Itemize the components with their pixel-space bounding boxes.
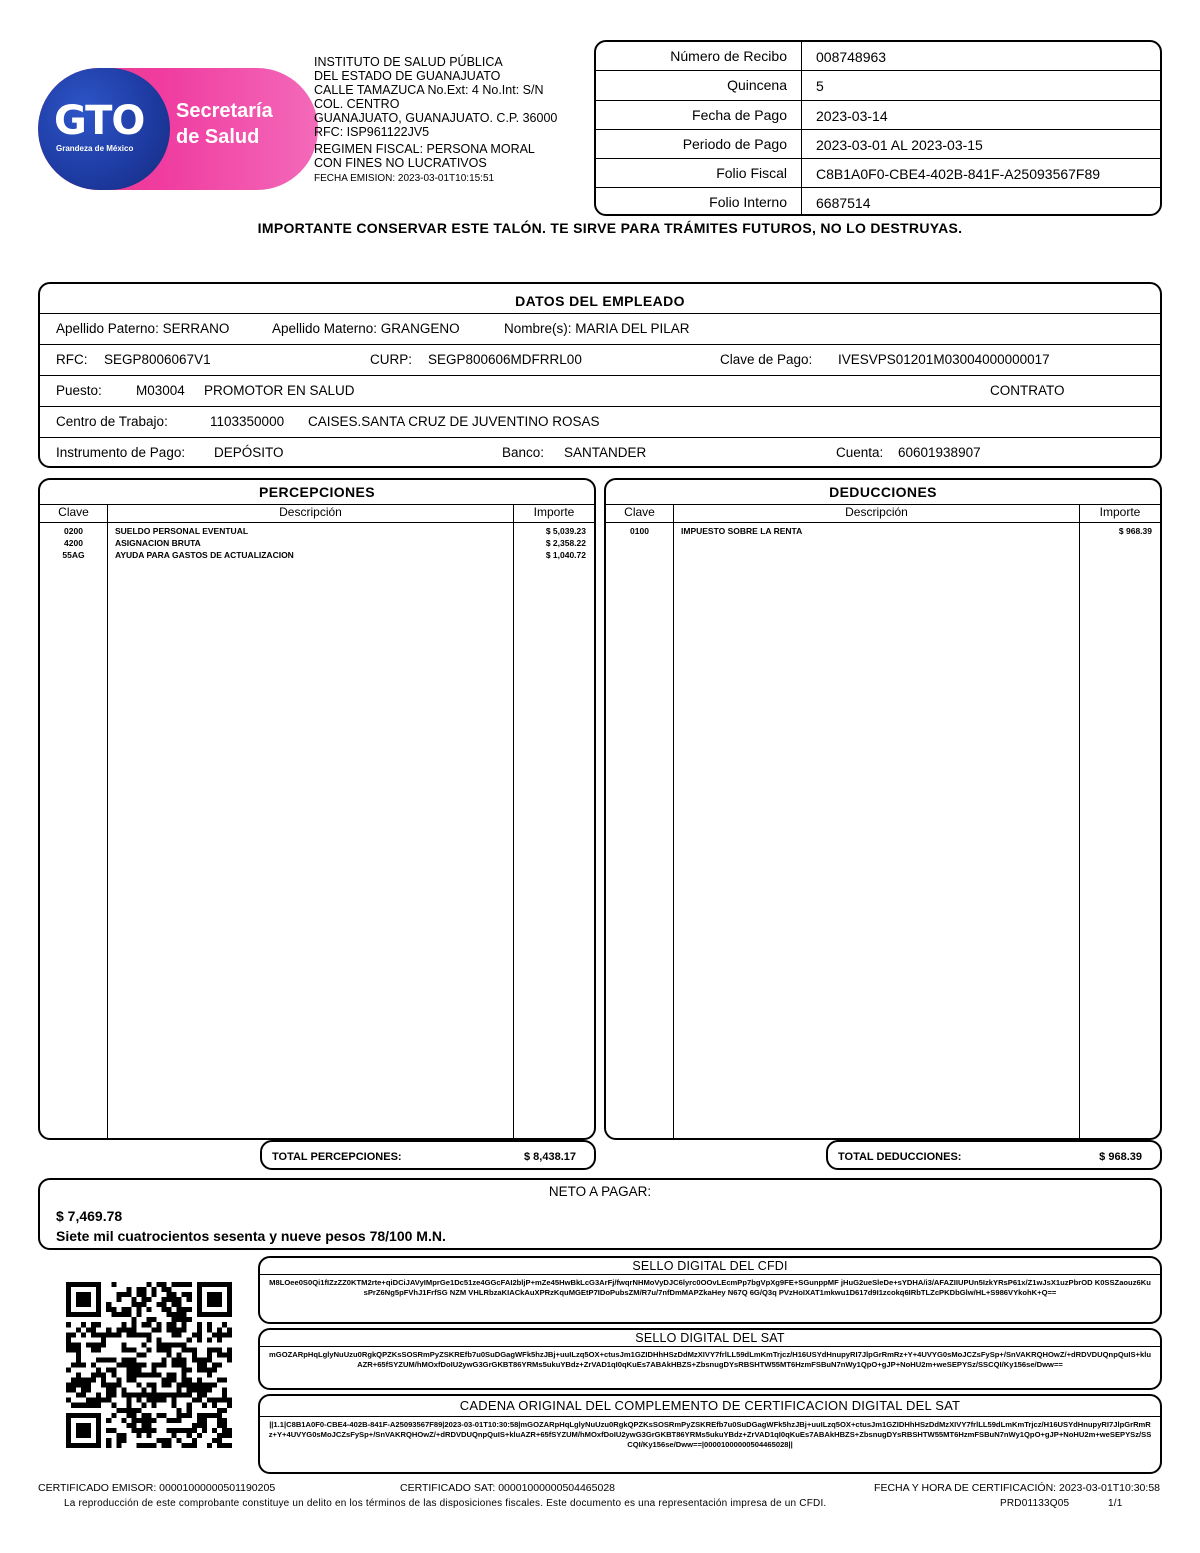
total-percepciones-value: $ 8,438.17: [524, 1151, 576, 1163]
apellido-materno: Apellido Materno: GRANGENO: [272, 321, 460, 336]
receipt-label: Folio Fiscal: [596, 159, 802, 187]
table-cell: ASIGNACION BRUTA: [115, 538, 201, 548]
deducciones-title: DEDUCCIONES: [606, 480, 1160, 505]
institution-line: REGIMEN FISCAL: PERSONA MORAL: [314, 142, 535, 156]
rfc-label: RFC:: [56, 352, 88, 367]
deducciones-header: [606, 505, 1160, 523]
employee-position-row: [40, 376, 1160, 407]
receipt-value: 6687514: [816, 195, 871, 212]
percepciones-clave-col: [40, 523, 108, 1138]
header-clave: Clave: [40, 505, 108, 522]
table-cell: IMPUESTO SOBRE LA RENTA: [681, 526, 803, 536]
secretaria-line2: de Salud: [176, 126, 260, 148]
neto-amount-words: Siete mil cuatrocientos sesenta y nueve pesos 78/100 M.N.: [56, 1228, 446, 1244]
employee-workplace-row: [40, 407, 1160, 438]
header-descripcion: Descripción: [674, 505, 1080, 522]
rfc-value: SEGP8006067V1: [104, 352, 211, 367]
instrumento-label: Instrumento de Pago:: [56, 445, 186, 460]
cuenta-label: Cuenta:: [836, 445, 884, 460]
qr-code-graphic: [66, 1282, 232, 1448]
certificado-sat: CERTIFICADO SAT: 00001000000504465028: [400, 1482, 615, 1494]
table-cell: 0100: [630, 526, 649, 536]
sello-cfdi-title: SELLO DIGITAL DEL CFDI: [260, 1258, 1160, 1275]
employee-ids-row: [40, 345, 1160, 376]
employee-data-box: [38, 282, 1162, 468]
institution-line: DEL ESTADO DE GUANAJUATO: [314, 69, 501, 83]
certificado-emisor: CERTIFICADO EMISOR: 00001000000501190205: [38, 1482, 276, 1494]
banco-value: SANTANDER: [564, 445, 647, 460]
cadena-original-text: ||1.1|C8B1A0F0-CBE4-402B-841F-A25093567F89|2023-03-01T10:30:58|mGOZARpHqLglyNuUzu0RgkQPZKsSOSRmPyZSKREfb7u0SuDGagWFk5hzJBj+uuILzq5OX+ctusJm1GZIDHhHSzDdMzXIVY7frlLL59dLmKmTrjcz/H16USYdHnupyRI7JlpGrRmRz+Y+4UVYG0sMoJCZsFySp+/SnVAKRQHOwZ/+dRDVDUQnpQuIS+kluAZR+65fSYZUM/hMOxfDoIU2ywG3GrGKBT86YRMs5ukuYBdz+ZrVAD1qI0qKuEs7ABAkHBZS+ZbsnugDYsRBSHTW55MT6HzmFSBuN7nWy1QpO+gJP+NoHU2m+weSEPYSz/SSCQI/Ky156se/Dww==|00001000000504465028||: [268, 1420, 1152, 1449]
sello-cfdi-box: [258, 1256, 1162, 1324]
deducciones-desc-col: [674, 523, 1080, 1138]
receipt-value: 2023-03-14: [816, 107, 888, 124]
secretaria-salud-logo: [38, 68, 318, 190]
puesto-name: PROMOTOR EN SALUD: [204, 383, 355, 398]
receipt-label: Número de Recibo: [596, 42, 802, 70]
percepciones-panel: [38, 478, 596, 1140]
sello-sat-title: SELLO DIGITAL DEL SAT: [260, 1330, 1160, 1347]
receipt-label: Folio Interno: [596, 188, 802, 216]
total-percepciones-box: [260, 1140, 596, 1170]
gto-logo-subtext: Grandeza de México: [56, 144, 134, 153]
table-cell: $ 2,358.22: [545, 538, 586, 548]
institution-line: RFC: ISP961122JV5: [314, 125, 430, 139]
table-cell: $ 968.39: [1118, 526, 1152, 536]
important-notice: IMPORTANTE CONSERVAR ESTE TALÓN. TE SIRVE PARA TRÁMITES FUTUROS, NO LO DESTRUYAS.: [257, 220, 963, 236]
receipt-row: [596, 188, 1160, 216]
receipt-label: Periodo de Pago: [596, 130, 802, 158]
table-cell: 4200: [64, 538, 83, 548]
clave-pago-label: Clave de Pago:: [720, 352, 813, 367]
institution-line: GUANAJUATO, GUANAJUATO. C.P. 36000: [314, 111, 558, 125]
centro-label: Centro de Trabajo:: [56, 414, 168, 429]
sello-sat-text: mGOZARpHqLglyNuUzu0RgkQPZKsSOSRmPyZSKREfb7u0SuDGagWFk5hzJBj+uuILzq5OX+ctusJm1GZIDHhHSzDdMzXIVY7frlLL59dLmKmTrjcz/H16USYdHnupyRI7JlpGrRmRz+Y+4UVYG0sMoJCZsFySp+/SnVAKRQHOwZ/+dRDVDUQnpQuIS+kluAZR+65fSYZUM/hMOxfDoIU2ywG3GrGKBT86YRMs5ukuYBdz+ZrVAD1qI0qKuEs7ABAkHBZS+ZbsnugDYsRBSHTW55MT6HzmFSBuN7nWy1QpO+gJP+NoHU2m+weSEPYSz/SSCQI/Ky156se/Dww==: [269, 1350, 1151, 1369]
table-cell: 0200: [64, 526, 83, 536]
page-number: 1/1: [1108, 1498, 1123, 1509]
centro-code: 1103350000: [210, 414, 285, 429]
deducciones-body: [606, 523, 1160, 1138]
clave-pago-value: IVESVPS01201M03004000000017: [838, 352, 1050, 367]
receipt-value: 008748963: [816, 49, 887, 65]
table-cell: $ 1,040.72: [545, 550, 586, 560]
contrato-type: CONTRATO: [990, 383, 1065, 398]
header-descripcion: Descripción: [108, 505, 514, 522]
receipt-row: [596, 130, 1160, 159]
sello-cfdi-text: M8LOee0S0Qi1fIZzZZ0KTM2rte+qiDCiJAVyIMprGe1Dc51ze4GGcFAI2bljP+mZe45HwBkLcG3ArFj/fwqrNHMoVyDJC6lyrc0OOvLEcmPp7bgVpXg9FE+SGunppMF jHuG2ueSleDe+sYDHA/i3/AFAZIIUPUn5IzkYRsP61x/Z1wJsX1uzPbrOD K0SSZaouz6KusPrZ6Ng5pFVhJ1FrfSG NZM VHLRbzaKIACkAuXPRzKquMGEtP7IDoPubsZM/R7u/7nfDmMAPZkaHey N67Q 6G/Q3q PVzHoIXAT1mkwu1D617d9I1zcokq6IRbTLZcPKDbGlw/HL+S986VYkohK+Q==: [269, 1278, 1151, 1297]
emission-date: FECHA EMISION: 2023-03-01T10:15:51: [314, 173, 495, 184]
institution-line: INSTITUTO DE SALUD PÚBLICA: [314, 55, 503, 69]
deducciones-clave-col: [606, 523, 674, 1138]
table-cell: $ 5,039.23: [545, 526, 586, 536]
total-deducciones-value: $ 968.39: [1099, 1151, 1142, 1163]
receipt-value: 5: [816, 78, 824, 95]
table-cell: 55AG: [62, 550, 85, 560]
secretaria-line1: Secretaría: [176, 100, 273, 122]
table-cell: AYUDA PARA GASTOS DE ACTUALIZACION: [115, 550, 294, 560]
nombres: Nombre(s): MARIA DEL PILAR: [504, 321, 690, 336]
institution-line: CON FINES NO LUCRATIVOS: [314, 156, 487, 170]
institution-line: CALLE TAMAZUCA No.Ext: 4 No.Int: S/N: [314, 83, 544, 97]
receipt-row: [596, 101, 1160, 130]
receipt-value: 2023-03-01 AL 2023-03-15: [816, 136, 983, 153]
percepciones-header: [40, 505, 594, 523]
curp-label: CURP:: [370, 352, 413, 367]
receipt-info-table: [594, 40, 1162, 216]
apellido-paterno: Apellido Paterno: SERRANO: [56, 321, 230, 336]
sello-sat-box: [258, 1328, 1162, 1390]
table-cell: SUELDO PERSONAL EVENTUAL: [115, 526, 249, 536]
banco-label: Banco:: [502, 445, 545, 460]
total-percepciones-label: TOTAL PERCEPCIONES:: [272, 1151, 402, 1163]
receipt-row: [596, 159, 1160, 188]
neto-amount: $ 7,469.78: [56, 1208, 123, 1224]
puesto-label: Puesto:: [56, 383, 102, 398]
receipt-row: [596, 71, 1160, 100]
percepciones-importe-col: [514, 523, 594, 1138]
total-deducciones-label: TOTAL DEDUCCIONES:: [838, 1151, 962, 1163]
receipt-value: C8B1A0F0-CBE4-402B-841F-A25093567F89: [816, 166, 1101, 183]
header-clave: Clave: [606, 505, 674, 522]
deducciones-importe-col: [1080, 523, 1160, 1138]
gto-logo-text: GTO: [54, 98, 145, 144]
curp-value: SEGP800606MDFRRL00: [428, 352, 582, 367]
centro-name: CAISES.SANTA CRUZ DE JUVENTINO ROSAS: [308, 414, 600, 429]
total-deducciones-box: [826, 1140, 1162, 1170]
header-importe: Importe: [533, 505, 575, 519]
receipt-label: Fecha de Pago: [596, 101, 802, 129]
secretaria-logo-text: [176, 98, 273, 150]
cadena-original-title: CADENA ORIGINAL DEL COMPLEMENTO DE CERTIFICACION DIGITAL DEL SAT: [260, 1396, 1160, 1417]
employee-payment-row: [40, 438, 1160, 468]
document-code: PRD01133Q05: [1000, 1498, 1070, 1509]
receipt-label: Quincena: [596, 71, 802, 99]
cuenta-value: 60601938907: [898, 445, 981, 460]
legal-notice: La reproducción de este comprobante constituye un delito en los términos de las disposiciones fiscales. Este documento es una representación impresa de un CFDI.: [64, 1498, 827, 1509]
deducciones-panel: [604, 478, 1162, 1140]
percepciones-body: [40, 523, 594, 1138]
institution-info: [314, 55, 557, 186]
percepciones-title: PERCEPCIONES: [40, 480, 594, 505]
instrumento-value: DEPÓSITO: [214, 445, 284, 460]
percepciones-desc-col: [108, 523, 514, 1138]
institution-line: COL. CENTRO: [314, 97, 400, 111]
neto-label: NETO A PAGAR:: [548, 1184, 652, 1199]
fecha-certificacion: FECHA Y HORA DE CERTIFICACIÓN: 2023-03-01T10:30:58: [874, 1482, 1160, 1494]
employee-name-row: [40, 314, 1160, 345]
employee-section-title: DATOS DEL EMPLEADO: [40, 284, 1160, 314]
cadena-original-box: [258, 1394, 1162, 1474]
puesto-code: M03004: [136, 383, 185, 398]
receipt-row: [596, 42, 1160, 71]
neto-a-pagar-box: [38, 1178, 1162, 1250]
header-importe: Importe: [1099, 505, 1141, 519]
qr-code: [66, 1282, 232, 1448]
